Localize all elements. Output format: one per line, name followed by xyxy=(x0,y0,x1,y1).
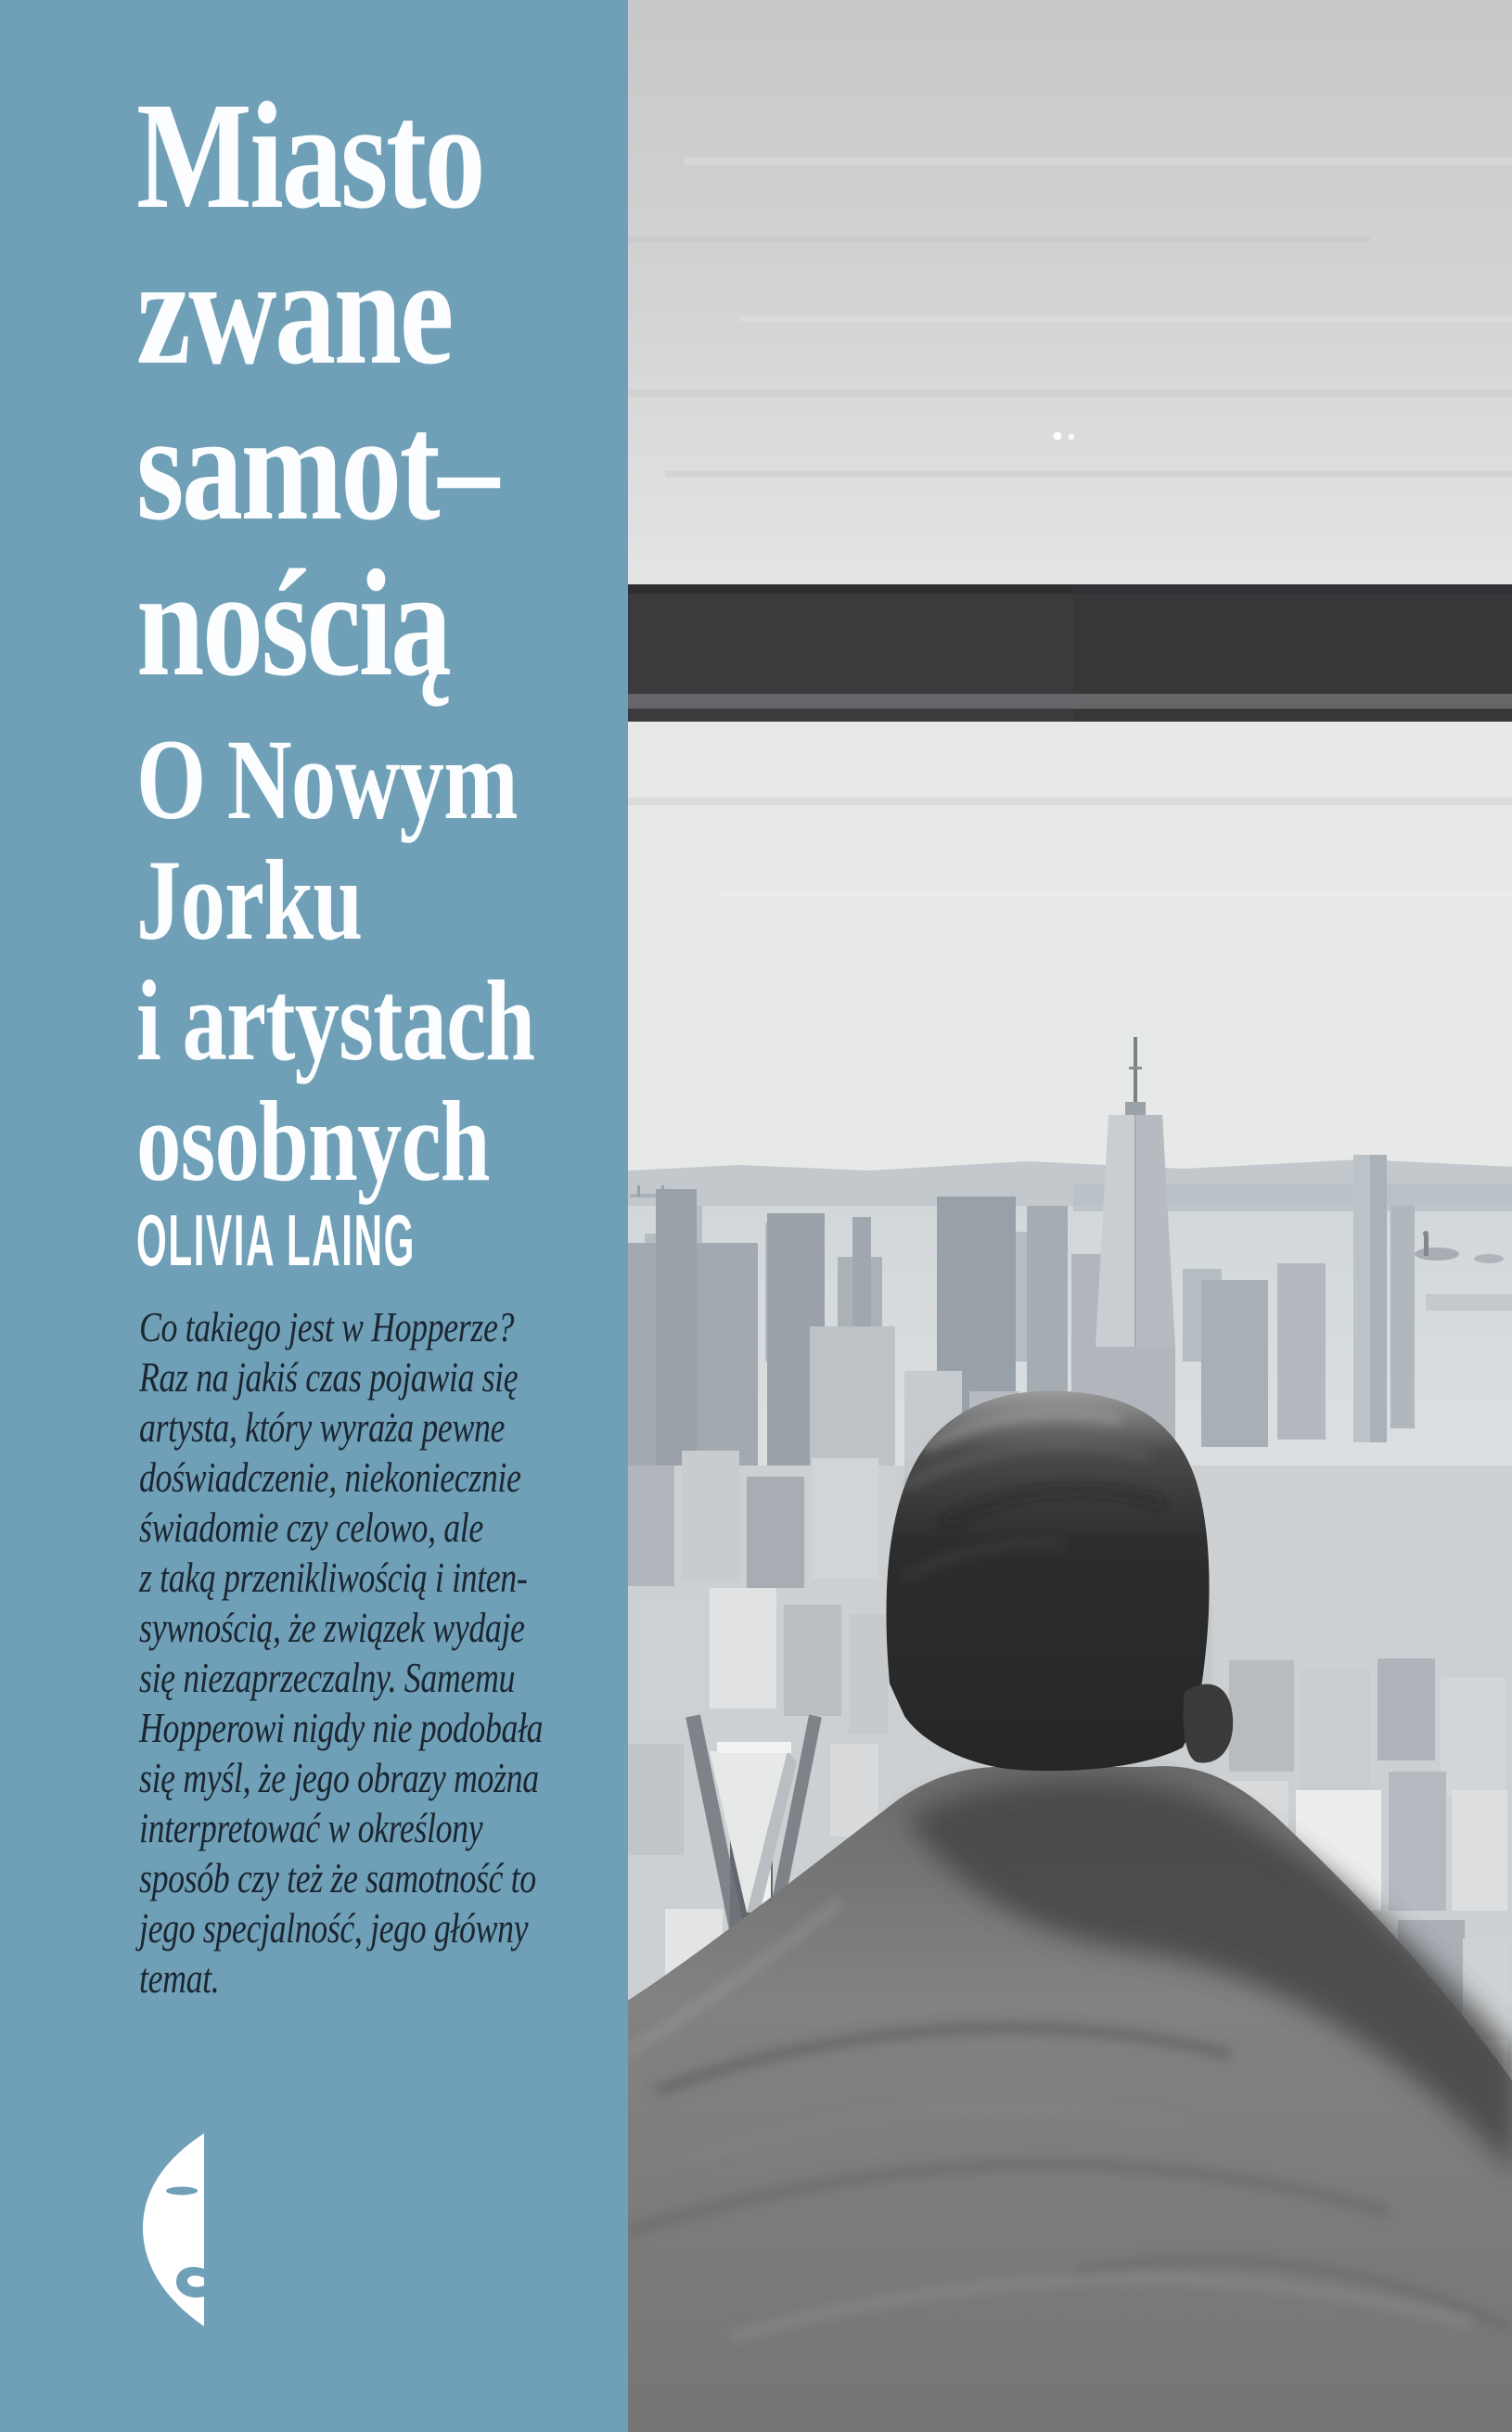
czarne-publisher-logo-icon xyxy=(139,2131,206,2328)
left-blue-panel xyxy=(0,0,628,2432)
back-quote xyxy=(139,1302,657,2003)
quote-line: Raz na jakiś czas pojawia się xyxy=(139,1353,519,1401)
quote-line: z taką przenikliwością i inten- xyxy=(139,1554,528,1601)
book-title xyxy=(136,70,587,708)
quote-line: się niezaprzeczalny. Samemu xyxy=(139,1654,516,1701)
subtitle-line: O Nowym xyxy=(136,716,518,843)
subtitle-line: osobnych xyxy=(136,1078,490,1205)
cover-photograph xyxy=(628,0,1512,2432)
title-line: nością xyxy=(136,538,450,708)
book-subtitle xyxy=(136,716,647,1205)
quote-line: doświadczenie, niekoniecznie xyxy=(139,1453,521,1501)
quote-line: się myśl, że jego obrazy można xyxy=(139,1754,539,1801)
quote-line: temat. xyxy=(139,1954,220,2002)
title-line: samot– xyxy=(136,382,497,552)
author-name: OLIVIA LAING xyxy=(136,1199,416,1281)
distant-plane-icon xyxy=(1054,432,1062,441)
quote-line: świadomie czy celowo, ale xyxy=(139,1504,483,1551)
quote-line: jego specjalność, jego główny xyxy=(139,1904,529,1952)
quote-line: sposób czy też że samotność to xyxy=(139,1854,536,1901)
title-line: Miasto xyxy=(136,70,484,240)
window-mullion-bar xyxy=(628,584,1512,722)
quote-line: artysta, który wyraża pewne xyxy=(139,1403,506,1451)
quote-line: interpretować w określony xyxy=(139,1804,483,1851)
title-line: zwane xyxy=(136,226,452,396)
subtitle-line: i artystach xyxy=(136,957,535,1084)
subtitle-line: Jorku xyxy=(136,837,363,964)
quote-line: Co takiego jest w Hopperze? xyxy=(139,1303,515,1350)
quote-line: Hopperowi nigdy nie podobała xyxy=(139,1704,544,1751)
quote-line: sywnością, że związek wydaje xyxy=(139,1604,525,1651)
pier xyxy=(1426,1294,1512,1311)
harbor-island xyxy=(1474,1254,1504,1263)
